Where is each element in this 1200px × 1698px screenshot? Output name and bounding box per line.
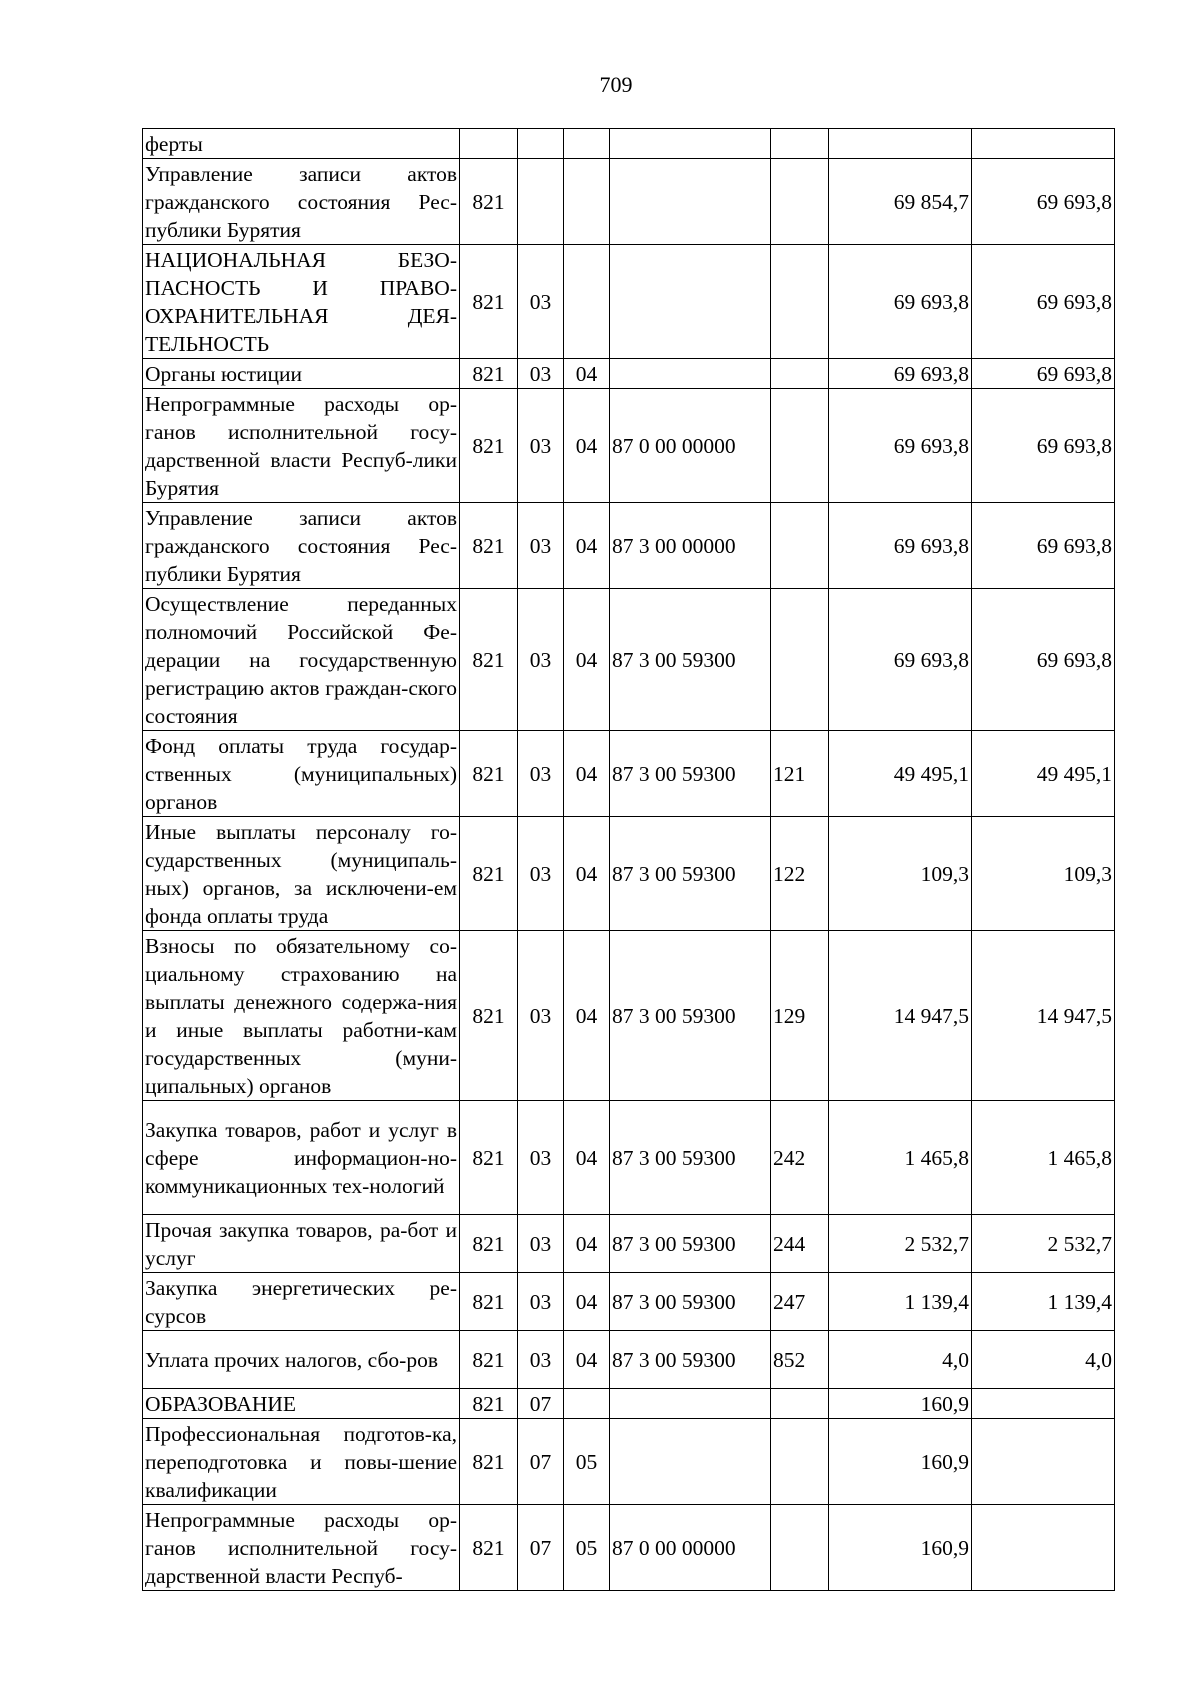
cell-ministry-code: 821 xyxy=(460,1505,518,1591)
cell-expense-type xyxy=(771,159,829,245)
cell-subsection-code: 04 xyxy=(564,589,610,731)
cell-name: Органы юстиции xyxy=(143,359,460,389)
cell-subsection-code: 04 xyxy=(564,817,610,931)
cell-expense-type xyxy=(771,389,829,503)
cell-name: Непрограммные расходы ор-ганов исполнительной госу-дарственной власти Респуб- xyxy=(143,1505,460,1591)
cell-amount-year-1: 160,9 xyxy=(829,1505,972,1591)
table-row xyxy=(143,931,1115,1101)
cell-name: Взносы по обязательному со-циальному страхованию на выплаты денежного содержа-ния и иные выплаты работни-кам государственных (муни-ципальных) органов xyxy=(143,931,460,1101)
cell-amount-year-2 xyxy=(972,1505,1115,1591)
cell-section-code: 03 xyxy=(518,589,564,731)
table-row xyxy=(143,1215,1115,1273)
cell-amount-year-2: 69 693,8 xyxy=(972,245,1115,359)
cell-target-article: 87 0 00 00000 xyxy=(610,1505,771,1591)
cell-subsection-code: 04 xyxy=(564,1273,610,1331)
cell-target-article: 87 3 00 59300 xyxy=(610,1331,771,1389)
cell-target-article: 87 3 00 59300 xyxy=(610,731,771,817)
cell-target-article: 87 3 00 59300 xyxy=(610,589,771,731)
cell-subsection-code xyxy=(564,1389,610,1419)
cell-ministry-code: 821 xyxy=(460,1331,518,1389)
cell-section-code: 07 xyxy=(518,1419,564,1505)
cell-ministry-code: 821 xyxy=(460,1215,518,1273)
cell-expense-type: 244 xyxy=(771,1215,829,1273)
cell-target-article: 87 3 00 00000 xyxy=(610,503,771,589)
cell-ministry-code: 821 xyxy=(460,817,518,931)
table-row xyxy=(143,245,1115,359)
cell-ministry-code: 821 xyxy=(460,731,518,817)
cell-expense-type xyxy=(771,1389,829,1419)
table-row xyxy=(143,589,1115,731)
cell-ministry-code: 821 xyxy=(460,1389,518,1419)
cell-ministry-code: 821 xyxy=(460,245,518,359)
table-body xyxy=(143,129,1115,1591)
cell-subsection-code: 04 xyxy=(564,503,610,589)
cell-section-code: 03 xyxy=(518,359,564,389)
cell-subsection-code: 04 xyxy=(564,731,610,817)
cell-amount-year-2 xyxy=(972,1389,1115,1419)
budget-table xyxy=(142,128,1115,1591)
table-row xyxy=(143,129,1115,159)
cell-subsection-code: 05 xyxy=(564,1419,610,1505)
cell-section-code: 03 xyxy=(518,1215,564,1273)
cell-section-code: 07 xyxy=(518,1505,564,1591)
cell-ministry-code: 821 xyxy=(460,503,518,589)
cell-amount-year-1 xyxy=(829,129,972,159)
cell-subsection-code xyxy=(564,129,610,159)
cell-target-article xyxy=(610,1389,771,1419)
cell-ministry-code: 821 xyxy=(460,931,518,1101)
cell-expense-type: 121 xyxy=(771,731,829,817)
cell-amount-year-2: 2 532,7 xyxy=(972,1215,1115,1273)
cell-section-code: 03 xyxy=(518,931,564,1101)
cell-amount-year-2: 109,3 xyxy=(972,817,1115,931)
cell-amount-year-1: 1 139,4 xyxy=(829,1273,972,1331)
cell-ministry-code: 821 xyxy=(460,389,518,503)
cell-section-code: 07 xyxy=(518,1389,564,1419)
cell-amount-year-2: 69 693,8 xyxy=(972,359,1115,389)
cell-name: ферты xyxy=(143,129,460,159)
cell-amount-year-1: 49 495,1 xyxy=(829,731,972,817)
cell-subsection-code: 04 xyxy=(564,931,610,1101)
table-row xyxy=(143,1331,1115,1389)
table-row xyxy=(143,817,1115,931)
cell-amount-year-1: 69 854,7 xyxy=(829,159,972,245)
cell-amount-year-1: 1 465,8 xyxy=(829,1101,972,1215)
cell-section-code: 03 xyxy=(518,1331,564,1389)
cell-section-code: 03 xyxy=(518,817,564,931)
cell-expense-type xyxy=(771,359,829,389)
cell-subsection-code: 04 xyxy=(564,1331,610,1389)
page-number: 709 xyxy=(599,72,633,97)
cell-name: Закупка товаров, работ и услуг в сфере информацион-но-коммуникационных тех-нологий xyxy=(143,1101,460,1215)
cell-amount-year-2: 4,0 xyxy=(972,1331,1115,1389)
cell-subsection-code xyxy=(564,245,610,359)
cell-name: Профессиональная подготов-ка, переподготовка и повы-шение квалификации xyxy=(143,1419,460,1505)
cell-ministry-code: 821 xyxy=(460,159,518,245)
cell-name: Прочая закупка товаров, ра-бот и услуг xyxy=(143,1215,460,1273)
cell-name: Управление записи актов гражданского состояния Рес-публики Бурятия xyxy=(143,159,460,245)
cell-expense-type: 122 xyxy=(771,817,829,931)
cell-amount-year-1: 69 693,8 xyxy=(829,389,972,503)
cell-expense-type xyxy=(771,1419,829,1505)
cell-name: Уплата прочих налогов, сбо-ров xyxy=(143,1331,460,1389)
cell-subsection-code: 04 xyxy=(564,389,610,503)
cell-target-article xyxy=(610,359,771,389)
cell-subsection-code: 04 xyxy=(564,359,610,389)
cell-amount-year-1: 69 693,8 xyxy=(829,589,972,731)
cell-amount-year-1: 2 532,7 xyxy=(829,1215,972,1273)
table-row xyxy=(143,1505,1115,1591)
cell-name: Фонд оплаты труда государ-ственных (муниципальных) органов xyxy=(143,731,460,817)
cell-name: Осуществление переданных полномочий Российской Фе-дерации на государственную регистрацию актов граждан-ского состояния xyxy=(143,589,460,731)
cell-section-code xyxy=(518,129,564,159)
cell-name: ОБРАЗОВАНИЕ xyxy=(143,1389,460,1419)
cell-name: НАЦИОНАЛЬНАЯ БЕЗО-ПАСНОСТЬ И ПРАВО-ОХРАНИТЕЛЬНАЯ ДЕЯ-ТЕЛЬНОСТЬ xyxy=(143,245,460,359)
cell-expense-type xyxy=(771,129,829,159)
cell-expense-type xyxy=(771,1505,829,1591)
cell-ministry-code: 821 xyxy=(460,1101,518,1215)
cell-amount-year-2: 69 693,8 xyxy=(972,503,1115,589)
cell-target-article: 87 3 00 59300 xyxy=(610,1101,771,1215)
cell-name: Закупка энергетических ре-сурсов xyxy=(143,1273,460,1331)
cell-amount-year-1: 160,9 xyxy=(829,1419,972,1505)
cell-expense-type: 129 xyxy=(771,931,829,1101)
cell-amount-year-2: 69 693,8 xyxy=(972,389,1115,503)
cell-subsection-code: 04 xyxy=(564,1215,610,1273)
table-row xyxy=(143,731,1115,817)
cell-target-article: 87 0 00 00000 xyxy=(610,389,771,503)
cell-expense-type: 247 xyxy=(771,1273,829,1331)
cell-target-article: 87 3 00 59300 xyxy=(610,1273,771,1331)
cell-target-article xyxy=(610,129,771,159)
cell-name: Управление записи актов гражданского состояния Рес-публики Бурятия xyxy=(143,503,460,589)
cell-amount-year-1: 109,3 xyxy=(829,817,972,931)
cell-target-article: 87 3 00 59300 xyxy=(610,1215,771,1273)
cell-section-code: 03 xyxy=(518,731,564,817)
cell-amount-year-1: 14 947,5 xyxy=(829,931,972,1101)
cell-amount-year-2: 14 947,5 xyxy=(972,931,1115,1101)
cell-amount-year-2: 69 693,8 xyxy=(972,589,1115,731)
cell-target-article xyxy=(610,1419,771,1505)
cell-amount-year-2: 1 139,4 xyxy=(972,1273,1115,1331)
table-row xyxy=(143,1419,1115,1505)
cell-subsection-code: 04 xyxy=(564,1101,610,1215)
cell-amount-year-1: 4,0 xyxy=(829,1331,972,1389)
table-row xyxy=(143,1101,1115,1215)
table-row xyxy=(143,1273,1115,1331)
cell-amount-year-2: 49 495,1 xyxy=(972,731,1115,817)
cell-amount-year-1: 69 693,8 xyxy=(829,245,972,359)
table-row xyxy=(143,389,1115,503)
cell-section-code: 03 xyxy=(518,389,564,503)
table-row xyxy=(143,1389,1115,1419)
cell-section-code: 03 xyxy=(518,1273,564,1331)
cell-amount-year-1: 160,9 xyxy=(829,1389,972,1419)
cell-expense-type: 852 xyxy=(771,1331,829,1389)
table-row xyxy=(143,159,1115,245)
cell-subsection-code: 05 xyxy=(564,1505,610,1591)
cell-name: Иные выплаты персоналу го-сударственных (муниципаль-ных) органов, за исключени-ем фонда оплаты труда xyxy=(143,817,460,931)
cell-section-code: 03 xyxy=(518,503,564,589)
cell-ministry-code: 821 xyxy=(460,359,518,389)
cell-amount-year-2: 1 465,8 xyxy=(972,1101,1115,1215)
table-row xyxy=(143,359,1115,389)
cell-amount-year-2: 69 693,8 xyxy=(972,159,1115,245)
cell-section-code xyxy=(518,159,564,245)
cell-name: Непрограммные расходы ор-ганов исполнительной госу-дарственной власти Респуб-лики Бурятия xyxy=(143,389,460,503)
cell-ministry-code: 821 xyxy=(460,1419,518,1505)
cell-ministry-code xyxy=(460,129,518,159)
cell-amount-year-2 xyxy=(972,129,1115,159)
table-row xyxy=(143,503,1115,589)
cell-target-article: 87 3 00 59300 xyxy=(610,931,771,1101)
cell-amount-year-1: 69 693,8 xyxy=(829,359,972,389)
cell-section-code: 03 xyxy=(518,245,564,359)
cell-subsection-code xyxy=(564,159,610,245)
cell-expense-type xyxy=(771,245,829,359)
cell-ministry-code: 821 xyxy=(460,589,518,731)
cell-ministry-code: 821 xyxy=(460,1273,518,1331)
cell-section-code: 03 xyxy=(518,1101,564,1215)
cell-expense-type xyxy=(771,503,829,589)
cell-target-article xyxy=(610,159,771,245)
cell-expense-type: 242 xyxy=(771,1101,829,1215)
cell-amount-year-1: 69 693,8 xyxy=(829,503,972,589)
cell-target-article xyxy=(610,245,771,359)
cell-expense-type xyxy=(771,589,829,731)
cell-target-article: 87 3 00 59300 xyxy=(610,817,771,931)
cell-amount-year-2 xyxy=(972,1419,1115,1505)
